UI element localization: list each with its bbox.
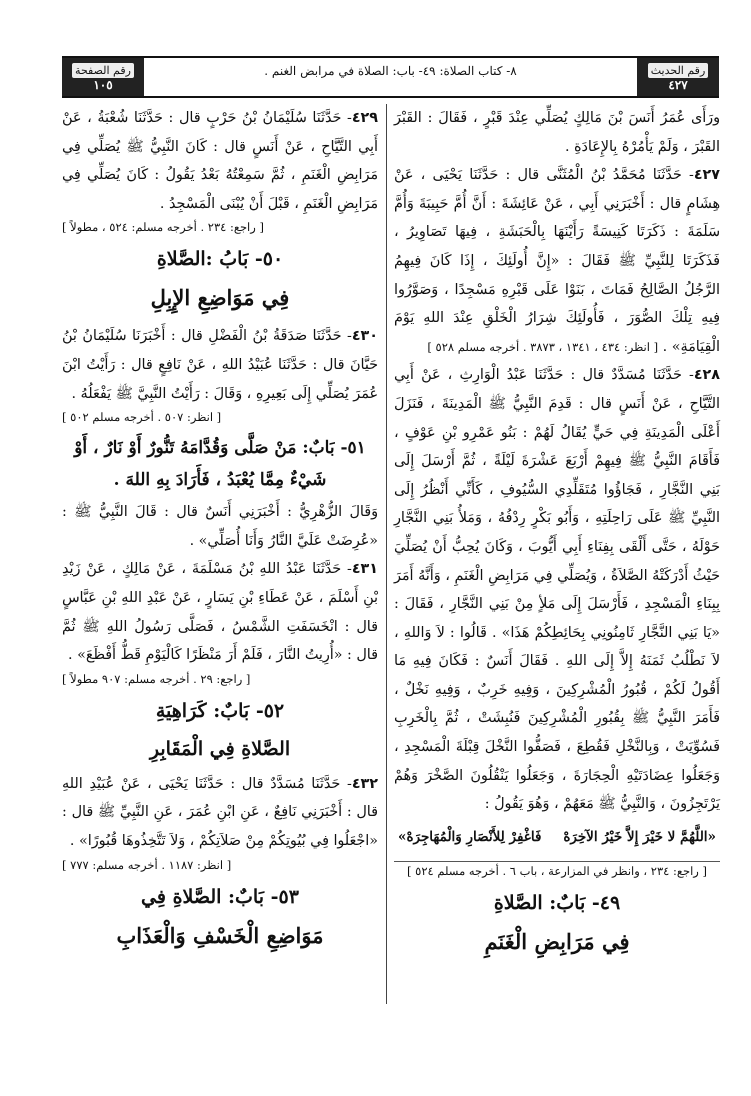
chapter-52-subtitle: الصَّلاةِ فِي الْمَقَابِرِ bbox=[149, 737, 291, 760]
intro-paragraph: ورَأَى عُمَرُ أَنَسَ بْنَ مَالِكٍ يُصَلِّي عِنْدَ قَبْرٍ ، فَقَالَ : القَبْرَ القَبْرَ ، وَلَمْ يَأْمُرْهُ بِالإِعَادَةِ . bbox=[394, 110, 720, 155]
chapter-53-subtitle: مَوَاضِعِ الْخَسْفِ وَالْعَذَابِ bbox=[116, 922, 324, 948]
hadith-430-number: ٤٣٠ bbox=[351, 328, 378, 345]
hadith-429-text: - حَدَّثَنَا سُلَيْمَانُ بْنُ حَرْبٍ قال : حَدَّثَنَا شُعْبَةُ ، عَنْ أَبِي التَّيَّاحِ ، عَنْ أَنَسٍ قال : كَانَ النَّبِيُّ ﷺ يُصَلِّي فِي مَرَابِضِ الْغَنَمِ ، ثُمَّ سَمِعْتُهُ بَعْدُ يَقُولُ : كَانَ يُصَلِّي فِي مَرَابِضِ الْغَنَمِ ، قَبْلَ أَنْ يُبْنَى الْمَسْجِدُ . bbox=[62, 110, 378, 212]
chapter-53-title: ٥٣- بَابٌ: الصَّلاةِ فِي bbox=[141, 885, 299, 908]
hadith-432-number: ٤٣٢ bbox=[351, 775, 378, 792]
chapter-52-title: ٥٢- بَابٌ: كَرَاهِيَةِ bbox=[155, 699, 285, 722]
hadith-432 bbox=[62, 770, 378, 856]
column-divider bbox=[386, 104, 387, 1004]
poem-verse bbox=[398, 823, 716, 852]
hadith-431-number: ٤٣١ bbox=[351, 561, 378, 578]
hadith-427 bbox=[394, 161, 720, 361]
hadith-428-text: - حَدَّثَنَا مُسَدَّدٌ قال : حَدَّثَنَا عَبْدُ الْوَارِثِ ، عَنْ أَبِي التَّيَّاحِ ، عَنْ أَنَسٍ قال : قَدِمَ النَّبِيُّ ﷺ الْمَدِينَةَ ، فَنَزَلَ أَعْلَى الْمَدِينَةِ فِي حَيٍّ يُقَالُ لَهُمْ : بَنُو عَمْرِو بْنِ عَوْفٍ ، فَأَقَامَ النَّبِيُّ ﷺ فِيهِمْ أَرْبَعَ عَشْرَةَ لَيْلَةً ، ثُمَّ أَرْسَلَ إِلَى بَنِي النَّجَّارِ ، فَجَاؤُوا مُتَقَلِّدِي السُّيُوفِ ، كَأَنِّي أَنْظُرُ إِلَى النَّبِيِّ ﷺ عَلَى رَاحِلَتِهِ ، وَأَبُو بَكْرٍ رِدْفُهُ ، وَمَلأُ بَنِي النَّجَّارِ حَوْلَهُ ، حَتَّى أَلْقَى بِفِنَاءِ أَبِي أَيُّوبَ ، وَكَانَ يُحِبُّ أَنْ يُصَلِّيَ حَيْثُ أَدْرَكَتْهُ الصَّلاَةُ ، وَيُصَلِّي فِي مَرَابِضِ الْغَنَمِ ، وَأَنَّهُ أَمَرَ بِبِنَاءِ الْمَسْجِدِ ، فَأَرْسَلَ إِلَى مَلأٍ مِنْ بَنِي النَّجَّارِ ، فَقَالَ : «يَا بَنِي النَّجَّارِ ثَامِنُونِي بِحَائِطِكُمْ هَذَا» . قَالُوا : لاَ وَاللهِ ، لاَ نَطْلُبُ ثَمَنَهُ إِلاَّ إِلَى اللهِ . فَقَالَ أَنَسٌ : فَكَانَ فِيهِ مَا أَقُولُ لَكُمْ ، قُبُورُ الْمُشْرِكِينَ ، وَفِيهِ خَرِبٌ ، وَفِيهِ نَخْلٌ ، فَأَمَرَ النَّبِيُّ ﷺ بِقُبُورِ الْمُشْرِكِينَ فَنُبِشَتْ ، ثُمَّ بِالْخَرِبِ فَسُوِّيَتْ ، وَبِالنَّخْلِ فَقُطِعَ ، فَصَفُّوا النَّخْلَ قِبْلَةَ الْمَسْجِدِ ، وَجَعَلُوا عِضَادَتَيْهِ الْحِجَارَةَ ، وَجَعَلُوا يَنْقُلُونَ الصَّخْرَ وَهُمْ يَرْتَجِزُونَ ، وَالنَّبِيُّ ﷺ مَعَهُمْ ، وَهُوَ يَقُولُ : bbox=[394, 367, 720, 813]
right-column bbox=[394, 104, 720, 966]
hadith-432-text: - حَدَّثَنَا مُسَدَّدٌ قال : حَدَّثَنَا يَحْيَى ، عَنْ عُبَيْدِ اللهِ قال : أَخْبَرَنِي نَافِعٌ ، عَنِ ابْنِ عُمَرَ ، عَنِ النَّبِيِّ ﷺ قال : «اجْعَلُوا فِي بُيُوتِكُمْ مِنْ صَلاَتِكُمْ ، وَلاَ تَتَّخِذُوهَا قُبُورًا» . bbox=[62, 775, 378, 849]
hadith-428 bbox=[394, 361, 720, 819]
poem-second-hemistich: فَاغْفِرْ لِلأَنْصَارِ وَالْمُهَاجِرَهْ» bbox=[398, 828, 542, 845]
hadith-431 bbox=[62, 555, 378, 669]
hadith-429 bbox=[62, 104, 378, 218]
poem-first-hemistich: «اللَّهُمَّ لا خَيْرَ إِلاَّ خَيْرُ الآخِرَهْ bbox=[563, 828, 716, 845]
hadith-428-reference: [ راجع: ٢٣٤ ، وانظر في المزارعة ، باب ٦ . أخرجه مسلم ٥٢٤ ] bbox=[407, 864, 707, 879]
page-number-box bbox=[62, 58, 144, 96]
hadith-427-text: - حَدَّثَنَا مُحَمَّدُ بْنُ الْمُثَنَّى قال : حَدَّثَنَا يَحْيَى ، عَنْ هِشَامٍ قال : أَخْبَرَنِي أَبِي ، عَنْ عَائِشَةَ : أَنَّ أُمَّ حَبِيبَةَ وَأُمَّ سَلَمَةَ : ذَكَرَتَا كَنِيسَةً رَأَيْنَهَا بِالْحَبَشَةِ ، فِيهَا تَصَاوِيرُ ، فَذَكَرَتَا لِلنَّبِيِّ ﷺ فَقَالَ : «إِنَّ أُولَئِكَ ، إِذَا كَانَ فِيهِمُ الرَّجُلُ الصَّالِحُ فَمَاتَ ، بَنَوْا عَلَى قَبْرِهِ مَسْجِدًا ، وَصَوَّرُوا فِيهِ تِلْكَ الصُّوَرَ ، فَأُولَئِكَ شِرَارُ الْخَلْقِ عِنْدَ اللهِ يَوْمَ الْقِيَامَةِ» . bbox=[394, 167, 720, 355]
hadith-430-reference: [ انظر: ٥٠٧ . أخرجه مسلم ٥٠٢ ] bbox=[62, 410, 222, 425]
hadith-427-number: ٤٢٧ bbox=[693, 167, 720, 184]
chapter-50-subtitle: فِي مَوَاضِعِ الإِبِلِ bbox=[150, 285, 290, 311]
hadith-number-label: رقم الحديث bbox=[648, 63, 709, 78]
chapter-51-title: ٥١- بَابٌ: مَنْ صَلَّى وَقُدَّامَهُ تَنُّورٌ أَوْ نَارٌ ، أَوْ شَيْءٌ مِمَّا يُعْبَدُ ، فَأَرَادَ بِهِ اللهَ . bbox=[74, 438, 366, 491]
page-number-label: رقم الصفحة bbox=[72, 63, 134, 78]
hadith-432-reference: [ انظر: ١١٨٧ . أخرجه مسلم: ٧٧٧ ] bbox=[62, 857, 232, 872]
chapter-50-title: ٥٠- بَابُ :الصَّلاةِ bbox=[156, 248, 284, 271]
chapter-49-title: ٤٩- بَابٌ: الصَّلاةِ bbox=[493, 892, 621, 915]
hadith-429-reference: [ راجع: ٢٣٤ . أخرجه مسلم: ٥٢٤ ، مطولاً ] bbox=[62, 220, 264, 235]
hadith-number: ٤٢٧ bbox=[668, 77, 688, 92]
chapter-51-text: وَقَالَ الزُّهْرِيُّ : أَخْبَرَنِي أَنَسٌ قال : قَالَ النَّبِيُّ ﷺ : «عُرِضَتْ عَلَيَّ النَّارُ وَأَنَا أُصَلِّي» . bbox=[62, 504, 378, 549]
running-title: ٨- كتاب الصلاة: ٤٩- باب: الصلاة في مرابض الغنم . bbox=[264, 64, 517, 78]
hadith-number-box bbox=[637, 58, 719, 96]
hadith-430 bbox=[62, 322, 378, 408]
hadith-429-number: ٤٢٩ bbox=[351, 110, 378, 126]
hadith-427-reference: [ انظر: ٤٣٤ ، ١٣٤١ ، ٣٨٧٣ . أخرجه مسلم ٥٢٨ ] bbox=[427, 339, 659, 354]
page-number: ١٠٥ bbox=[93, 77, 113, 92]
hadith-428-number: ٤٢٨ bbox=[693, 367, 720, 384]
page-header bbox=[62, 56, 719, 98]
hadith-431-reference: [ راجع: ٢٩ . أخرجه مسلم: ٩٠٧ مطولاً ] bbox=[62, 671, 251, 686]
hadith-430-text: - حَدَّثَنَا صَدَقَةُ بْنُ الْفَضْلِ قال : أَخْبَرَنَا سُلَيْمَانُ بْنُ حَيَّانَ قال : حَدَّثَنَا عُبَيْدُ اللهِ ، عَنْ نَافِعٍ قال : رَأَيْتُ ابْنَ عُمَرَ يُصَلِّي إِلَى بَعِيرِهِ ، وَقَالَ : رَأَيْتُ النَّبِيَّ ﷺ يَفْعَلُهُ . bbox=[62, 328, 378, 402]
left-column bbox=[62, 104, 378, 960]
chapter-49-subtitle: فِي مَرَابِضِ الْغَنَمِ bbox=[484, 929, 630, 955]
hadith-431-text: - حَدَّثَنَا عَبْدُ اللهِ بْنُ مَسْلَمَةَ ، عَنْ مَالِكٍ ، عَنْ زَيْدِ بْنِ أَسْلَمَ ، عَنْ عَطَاءِ بْنِ يَسَارٍ ، عَنْ عَبْدِ اللهِ بْنِ عَبَّاسٍ قال : انْخَسَفَتِ الشَّمْسُ ، فَصَلَّى رَسُولُ اللهِ ﷺ ثُمَّ قال : «أُرِيتُ النَّارَ ، فَلَمْ أَرَ مَنْظَرًا كَالْيَوْمِ قَطُّ أَفْظَعَ» . bbox=[62, 561, 378, 664]
